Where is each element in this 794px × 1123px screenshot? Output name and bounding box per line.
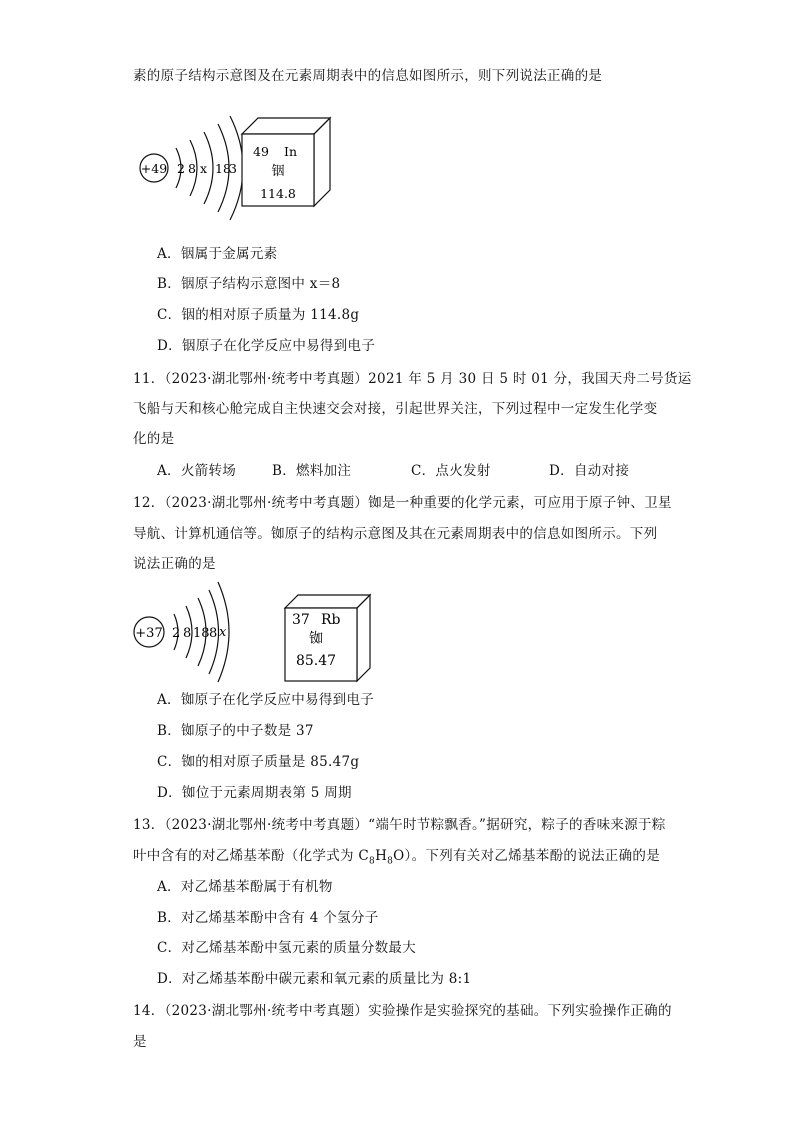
nucleus-label: +49 — [140, 161, 168, 176]
element-symbol: In — [284, 144, 297, 159]
q14-stem-line: 是 — [133, 1034, 147, 1050]
shell-electron-count: 8 — [188, 161, 196, 176]
shell-electron-count: 8 — [209, 626, 218, 641]
q12-stem-line: 说法正确的是 — [133, 556, 216, 572]
option-d: D．铟原子在化学反应中易得到电子 — [157, 338, 376, 354]
rubidium-element-cube — [280, 590, 374, 684]
shell-electron-count: x — [200, 161, 208, 176]
q11-stem-line: 化的是 — [133, 431, 175, 447]
subscript: 8 — [387, 856, 394, 867]
q11-option-c: C．点火发射 — [411, 463, 491, 479]
subscript: 8 — [369, 856, 376, 867]
atomic-number: 49 — [253, 144, 269, 159]
q13-option-b: B．对乙烯基苯酚中含有 4 个氢分子 — [157, 910, 379, 926]
question-intro-line: 素的原子结构示意图及在元素周期表中的信息如图所示，则下列说法正确的是 — [133, 68, 603, 84]
q11-stem-line: 11．（2023·湖北鄂州·统考中考真题）2021 年 5 月 30 日 5 时 01 分，我国天舟二号货运 — [133, 371, 692, 387]
option-c: C．铟的相对原子质量为 114.8g — [157, 307, 360, 323]
element-name: 铟 — [271, 164, 285, 179]
q13-stem-line: 13．（2023·湖北鄂州·统考中考真题）“端午时节粽飘香。”据研究，粽子的香味来源于粽 — [133, 817, 666, 833]
nucleus-label: +37 — [135, 626, 163, 641]
q13-stem-line: 叶中含有的对乙烯基苯酚（化学式为 $C_8H_8O$）。下列有关对乙烯基苯酚的说法正确的是 — [133, 848, 660, 867]
shell-electron-count: 18 — [193, 626, 210, 641]
q12-option-d: D．铷位于元素周期表第 5 周期 — [157, 785, 352, 801]
shell-electron-count: 2 — [177, 161, 185, 176]
q11-stem-line: 飞船与天和核心舱完成自主快速交会对接，引起世界关注，下列过程中一定发生化学变 — [133, 401, 658, 417]
option-b: B．铟原子结构示意图中 x＝8 — [157, 276, 341, 292]
option-a: A．铟属于金属元素 — [157, 246, 278, 262]
q11-option-b: B．燃料加注 — [272, 463, 352, 479]
q13-option-a: A．对乙烯基苯酚属于有机物 — [157, 879, 333, 895]
q12-option-c: C．铷的相对原子质量是 85.47g — [157, 754, 360, 770]
q13-option-c: C．对乙烯基苯酚中氢元素的质量分数最大 — [157, 940, 417, 956]
rubidium-atom-diagram — [130, 578, 240, 684]
shell-electron-count: x — [219, 625, 227, 640]
q12-option-b: B．铷原子的中子数是 37 — [157, 723, 314, 739]
shell-electron-count: 8 — [183, 626, 192, 641]
q12-option-a: A．铷原子在化学反应中易得到电子 — [157, 692, 375, 708]
q12-stem-line: 导航、计算机通信等。铷原子的结构示意图及其在元素周期表中的信息如图所示。下列 — [133, 526, 658, 542]
shell-electron-count: 3 — [229, 161, 237, 176]
atomic-mass: 85.47 — [295, 653, 337, 669]
indium-element-cube — [238, 114, 334, 210]
element-symbol: Rb — [321, 612, 341, 628]
q14-stem-line: 14．（2023·湖北鄂州·统考中考真题）实验操作是实验探究的基础。下列实验操作正确的 — [133, 1003, 672, 1019]
atomic-number: 37 — [292, 612, 310, 628]
q11-option-d: D．自动对接 — [549, 463, 630, 479]
element-name: 铷 — [309, 631, 323, 647]
q13-option-d: D．对乙烯基苯酚中碳元素和氧元素的质量比为 8:1 — [157, 971, 472, 987]
shell-electron-count: 18 — [215, 161, 231, 176]
atomic-mass: 114.8 — [260, 186, 296, 201]
q12-stem-line: 12．（2023·湖北鄂州·统考中考真题）铷是一种重要的化学元素，可应用于原子钟、卫星 — [133, 495, 672, 511]
q11-option-a: A．火箭转场 — [157, 463, 237, 479]
shell-electron-count: 2 — [172, 626, 181, 641]
